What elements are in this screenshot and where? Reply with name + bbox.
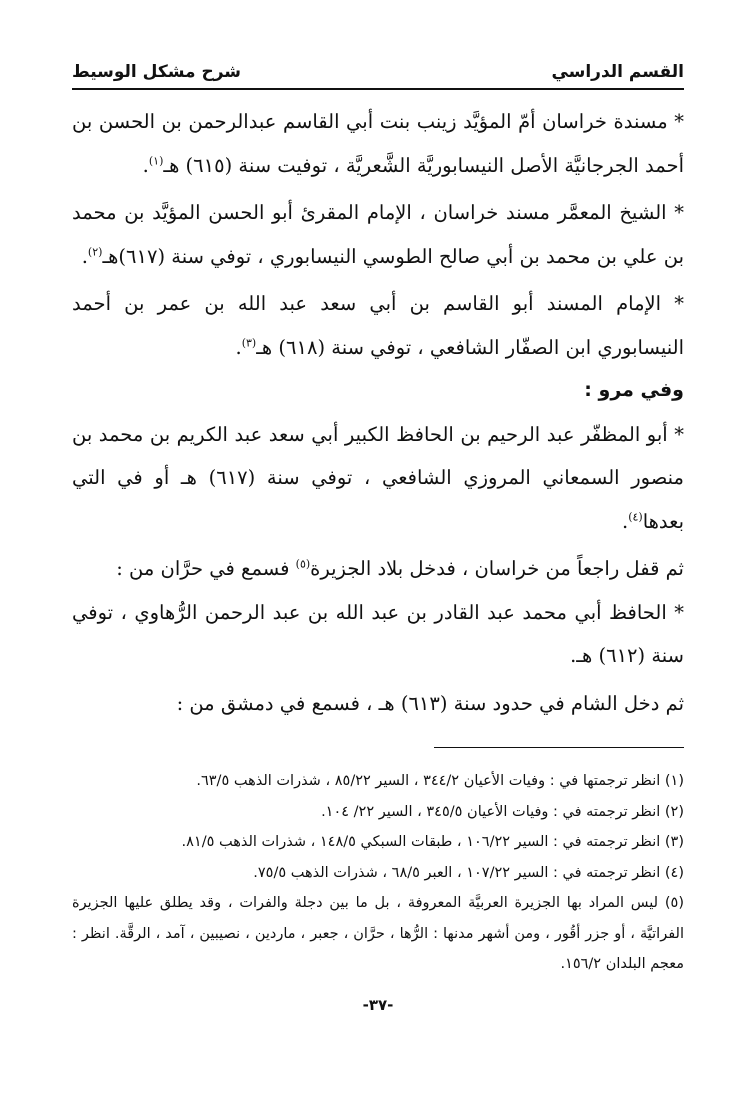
- paragraph: * مسندة خراسان أمّ المؤيَّد زينب بنت أبي القاسم عبدالرحمن بن الحسن بن أحمد الجرجانيَّة الأصل النيسابوريَّة الشَّعريَّة ، توفيت سنة (٦١٥) هـ$^{(١)}$.: [72, 110, 684, 177]
- footnote-marker: (١): [148, 154, 164, 167]
- running-header: [72, 52, 684, 82]
- footnote: (٣) انظر ترجمته في : السير ١٠٦/٢٢ ، طبقات السبكي ١٤٨/٥ ، شذرات الذهب ٨١/٥.: [181, 834, 684, 850]
- page-number: -٣٧-: [362, 995, 394, 1014]
- header-section-title: القسم الدراسي: [551, 62, 684, 82]
- footnote-marker: (٣): [241, 336, 257, 349]
- footnote-marker: (٥): [295, 557, 311, 571]
- footnote: (٤) انظر ترجمته في : السير ١٠٧/٢٢ ، العبر ٦٨/٥ ، شذرات الذهب ٧٥/٥.: [253, 864, 684, 881]
- paragraph: * الإمام المسند أبو القاسم بن أبي سعد عبد الله بن عمر بن أحمد النيسابوري ابن الصفّار الشافعي ، توفي سنة (٦١٨) هـ$^{(٣)}$.: [72, 292, 684, 359]
- footnote: (١) انظر ترجمتها في : وفيات الأعيان ٣٤٤/٢ ، السير ٨٥/٢٢ ، شذرات الذهب ٦٣/٥.: [196, 773, 684, 789]
- main-text: [72, 100, 684, 725]
- paragraph: * الشيخ المعمَّر مسند خراسان ، الإمام المقرئ أبو الحسن المؤيَّد بن محمد بن علي بن محمد بن أبي صالح الطوسي النيسابوري ، توفي سنة (٦١٧)هـ$^{(٢)}$.: [72, 201, 684, 268]
- paragraph: * أبو المظفّر عبد الرحيم بن الحافظ الكبير أبي سعد عبد الكريم بن محمد بن منصور السمعاني المروزي الشافعي ، توفي سنة (٦١٧) هـ أو في التي بعدها$^{(٤)}$.: [72, 422, 684, 533]
- footnotes: [72, 766, 684, 980]
- footnote-marker: (٢): [87, 245, 103, 258]
- paragraph: * الحافظ أبي محمد عبد القادر بن عبد الله بن عبد الرحمن الرُّهاوي ، توفي سنة (٦١٢) هـ.: [72, 600, 684, 667]
- footnote-rule: [434, 747, 684, 748]
- header-book-title: شرح مشكل الوسيط: [72, 62, 241, 82]
- paragraph: ثم قفل راجعاً من خراسان ، فدخل بلاد الجزيرة$^{(٥)}$ فسمع في حرَّان من :: [116, 557, 684, 580]
- paragraph: ثم دخل الشام في حدود سنة (٦١٣) هـ ، فسمع في دمشق من :: [176, 691, 684, 715]
- footnote: (٢) انظر ترجمته في : وفيات الأعيان ٣٤٥/٥ ، السير ٢٢/ ١٠٤.: [321, 803, 684, 820]
- footnote: (٥) ليس المراد بها الجزيرة العربيَّة المعروفة ، بل ما بين دجلة والفرات ، وقد يطلق عليها الجزيرة الفراتيَّة ، أو جزر أقُور ، ومن أشهر مدنها : الرُّها ، حرَّان ، جعبر ، ماردين ، نصيبين ، آمد ، الرقَّة. انظر : معجم البلدان ١٥٦/٢.: [72, 895, 684, 972]
- section-heading: وفي مرو :: [584, 379, 684, 401]
- book-page: [72, 52, 684, 1052]
- header-rule: [72, 88, 684, 90]
- footnote-marker: (٤): [628, 510, 643, 523]
